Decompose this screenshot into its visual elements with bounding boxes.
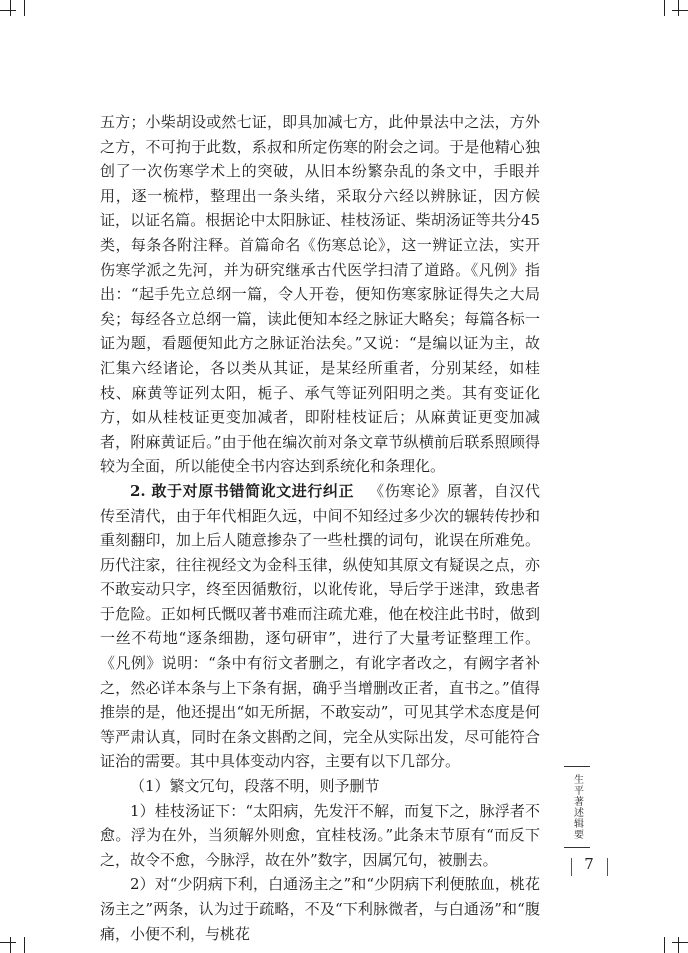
crop-mark-bottom-right-v2 [678, 937, 679, 953]
page-number: 7 [584, 855, 594, 873]
crop-mark-bottom-left-v [10, 937, 11, 953]
page-number-right-rule [607, 858, 608, 876]
crop-mark-bottom-left-v2 [24, 937, 25, 953]
subsection-heading: （1）繁文冗句，段落不明，则予删节 [130, 777, 380, 796]
paragraph-section-2 [100, 479, 540, 774]
crop-mark-bottom-right-h [672, 942, 688, 943]
side-tab-label: 生平著述辑要 [571, 774, 583, 840]
body-text [100, 110, 540, 946]
crop-mark-top-right-v2 [678, 0, 679, 16]
paragraph: 1）桂枝汤证下：“太阳病，先发汗不解，而复下之，脉浮者不愈。浮为在外，当须解外则愈，宜桂枝汤。”此条末节原有“而反下之，故令不愈，今脉浮，故在外”数字，因属冗句，被删去。 [100, 801, 540, 869]
side-tab [564, 766, 590, 848]
section-heading: 2. 敢于对原书错简讹文进行纠正 [130, 481, 355, 500]
page-number-left-rule [571, 858, 572, 876]
crop-mark-bottom-right-v [664, 937, 665, 953]
crop-mark-top-left-v [10, 0, 11, 16]
crop-mark-bottom-left-h [0, 942, 16, 943]
crop-mark-top-right-h [672, 10, 688, 11]
paragraph: 五方；小柴胡设或然七证，即具加减七方，此仲景法中之法，方外之方，不可拘于此数，系叔和所定伤寒的附会之词。于是他精心独创了一次伤寒学术上的突破，从旧本纷繁杂乱的条文中，手眼并用，逐一梳栉，整理出一条头绪，采取分六经以辨脉证，因方候证，以证名篇。根据论中太阳脉证、桂枝汤证、柴胡汤证等共分45类，每条各附注释。首篇命名《伤寒总论》，这一辨证立法，实开伤寒学派之先河，并为研究继承古代医学扫清了道路。《凡例》指出：“起手先立总纲一篇，令人开卷，便知伤寒家脉证得失之大局矣；每经各立总纲一篇，读此便知本经之脉证大略矣；每篇各标一证为题，看题便知此方之脉证治法矣。”又说：“是编以证为主，故汇集六经诸论，各以类从其证，是某经所重者，分别某经，如桂枝、麻黄等证列太阳，栀子、承气等证列阳明之类。其有变证化方，如从桂枝证更变加减者，即附桂枝证后；从麻黄证更变加减者，附麻黄证后。”由于他在编次前对条文章节纵横前后联系照顾得较为全面，所以能使全书内容达到系统化和条理化。 [100, 113, 540, 476]
crop-mark-top-right-v [664, 0, 665, 16]
crop-mark-top-left-h [0, 10, 16, 11]
paragraph: 2）对“少阴病下利，白通汤主之”和“少阴病下利便脓血，桃花汤主之”两条，认为过于疏略，不及“下利脉微者，与白通汤”和“腹痛，小便不利，与桃花 [100, 875, 540, 943]
paragraph-text: 《伤寒论》原著，自汉代传至清代，由于年代相距久远，中间不知经过多少次的辗转传抄和重刻翻印，加上后人随意掺杂了一些杜撰的词句，讹误在所难免。历代注家，往往视经文为金科玉律，纵使知其原文有疑误之点，亦不敢妄动只字，终至因循敷衍，以讹传讹，导后学于迷津，致患者于危险。正如柯氏慨叹著书难而注疏尤难，他在校注此书时，做到一丝不苟地“逐条细勘，逐句研审”，进行了大量考证整理工作。《凡例》说明：“条中有衍文者删之，有讹字者改之，有阙字者补之，然必详本条与上下条有据，确乎当增删改正者，直书之。”值得推崇的是，他还提出“如无所据，不敢妄动”，可见其学术态度是何等严肃认真，同时在条文斟酌之间，完全从实际出发，尽可能符合证治的需要。其中具体变动内容，主要有以下几部分。 [100, 481, 540, 771]
crop-mark-top-left-v2 [24, 0, 25, 16]
